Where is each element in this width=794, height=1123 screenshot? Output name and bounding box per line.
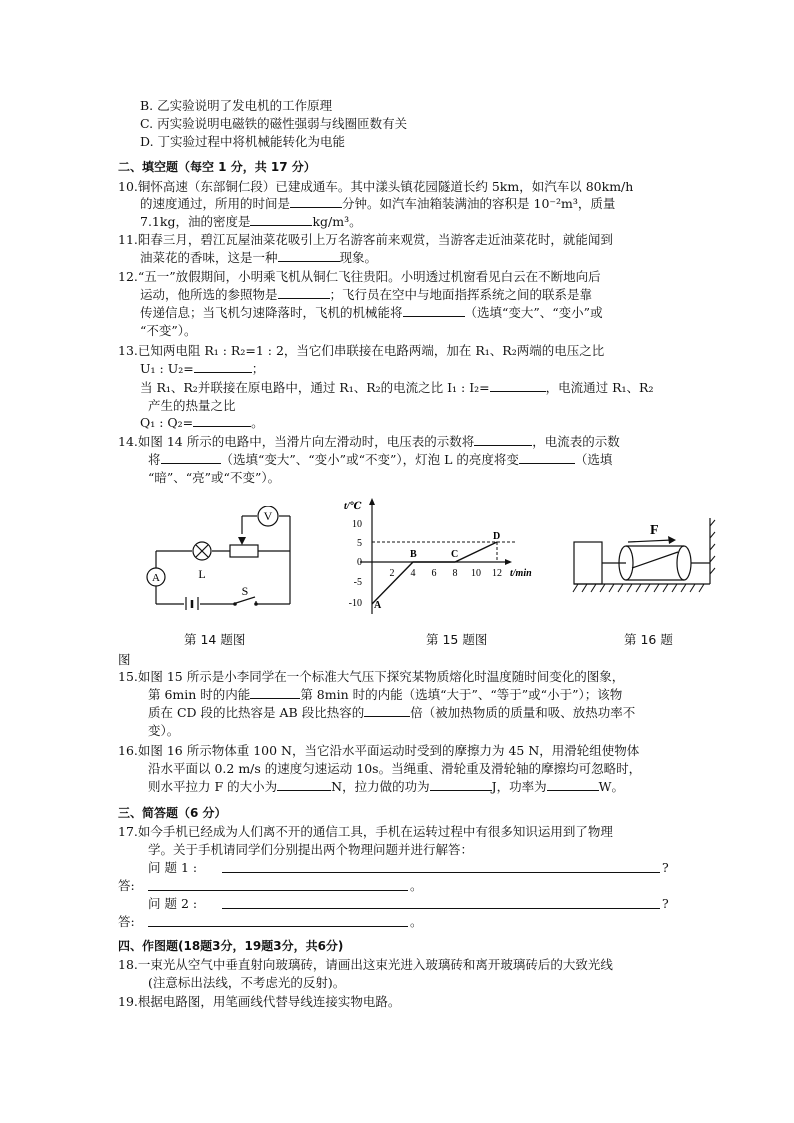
q10-line2: 的速度通过，所用的时间是 分钟。如汽车油箱装满油的容积是 10⁻²m³，质量: [140, 196, 616, 211]
q17-answer-label-1: 答:: [118, 878, 135, 893]
q12-line4: “不变”）。: [140, 323, 197, 338]
q16-blank-force[interactable]: [277, 778, 331, 791]
section-3-title: 三、简答题（6 分）: [118, 806, 227, 820]
q10-line3: 7.1kg，油的密度是 kg/m³。: [140, 214, 362, 229]
q18-line2: (注意标出法线，不考虑光的反射)。: [148, 975, 346, 990]
q17-line1: 17.如今手机已经成为人们离不开的通信工具，手机在运转过程中有很多知识运用到了物理: [118, 824, 613, 839]
q15-line3: 质在 CD 段的比热容是 AB 段比热容的 倍（被加热物质的质量和吸、放热功率不: [148, 705, 636, 720]
q15-blank-ratio[interactable]: [364, 704, 410, 717]
q13-line4: 产生的热量之比: [148, 398, 236, 413]
q16-blank-power[interactable]: [547, 778, 599, 791]
caption-16: 第 16 题: [624, 632, 673, 647]
q14-blank-brightness[interactable]: [519, 451, 575, 464]
option-d: D. 丁实验过程中将机械能转化为电能: [140, 134, 346, 149]
q12-blank-energy[interactable]: [403, 304, 465, 317]
q12-blank-reference[interactable]: [278, 286, 330, 299]
q17-answer-2-input[interactable]: [148, 926, 408, 927]
q14-line2: 将 （选填“变大”、“变小”或“不变”），灯泡 L 的亮度将变 （选填: [148, 452, 613, 467]
figure-14-circuit: [144, 506, 296, 610]
figure-15-graph: [336, 496, 536, 618]
ammeter-label: A: [152, 572, 160, 584]
x-tick-12: 12: [492, 568, 502, 579]
section-4-title: 四、作图题(18题3分，19题3分，共6分): [118, 939, 344, 953]
x-tick-10: 10: [471, 568, 481, 579]
q17-qmark-2: ?: [662, 896, 669, 911]
caption-16-wrap: 图: [118, 652, 131, 667]
x-tick-8: 8: [452, 568, 458, 579]
q17-end-2: 。: [410, 914, 423, 929]
q16-line2: 沿水平面以 0.2 m/s 的速度匀速运动 10s。当绳重、滑轮重及滑轮轴的摩擦均可忽略时，: [148, 761, 642, 776]
q11-line1: 11.阳春三月，碧江瓦屋油菜花吸引上万名游客前来观赏，当游客走近油菜花时，就能闻到: [118, 232, 613, 247]
x-tick-2: 2: [389, 568, 395, 579]
q16-blank-work[interactable]: [430, 778, 492, 791]
q14-blank-voltmeter[interactable]: [474, 433, 532, 446]
q13-line3: 当 R₁、R₂并联接在原电路中，通过 R₁、R₂的电流之比 I₁ : I₂= ，电流通过 R₁、R₂: [140, 380, 654, 395]
section-2-title: 二、填空题（每空 1 分，共 17 分）: [118, 160, 316, 174]
q13-blank-voltage[interactable]: [194, 360, 252, 373]
q17-line2: 学。关于手机请同学们分别提出两个物理问题并进行解答：: [148, 842, 474, 857]
y-tick-neg5: -5: [353, 577, 362, 588]
slider-arrow-icon: [238, 537, 246, 545]
q10-blank-time[interactable]: [290, 195, 342, 208]
q11-blank[interactable]: [278, 249, 340, 262]
q12-line3: 传递信息；当飞机匀速降落时，飞机的机械能将 （选填“变大”、“变小”或: [140, 305, 603, 320]
caption-15: 第 15 题图: [426, 632, 488, 647]
q15-line2: 第 6min 时的内能 第 8min 时的内能（选填“大于”、“等于”或“小于”）；该物: [148, 687, 623, 702]
caption-14: 第 14 题图: [184, 632, 246, 647]
q17-question-1-input[interactable]: [222, 872, 660, 873]
switch-label: S: [241, 584, 249, 598]
voltmeter-label: V: [263, 509, 273, 523]
q12-line2: 运动，他所选的参照物是 ；飞行员在空中与地面指挥系统之间的联系是靠: [140, 287, 593, 302]
q13-blank-heat[interactable]: [193, 414, 251, 427]
q17-prompt-2: 问 题 2 :: [148, 896, 198, 911]
y-tick-0: 0: [357, 557, 362, 568]
q17-answer-label-2: 答:: [118, 914, 135, 929]
q18-line1: 18.一束光从空气中垂直射向玻璃砖，请画出这束光进入玻璃砖和离开玻璃砖后的大致光线: [118, 957, 613, 972]
q15-blank-energy[interactable]: [250, 686, 300, 699]
point-c: C: [451, 549, 459, 560]
q15-line4: 变）。: [148, 723, 180, 738]
option-c: C. 丙实验说明电磁铁的磁性强弱与线圈匝数有关: [140, 116, 408, 131]
point-b: B: [410, 549, 417, 560]
q10-line1: 10.铜怀高速（东部铜仁段）已建成通车。其中漾头镇花园隧道长约 5km，如汽车以 80km/h: [118, 179, 634, 194]
q15-line1: 15.如图 15 所示是小李同学在一个标准大气压下探究某物质熔化时温度随时间变化的图象，: [118, 669, 625, 684]
point-d: D: [493, 531, 501, 542]
y-axis-label: t/℃: [344, 501, 362, 512]
x-tick-4: 4: [410, 568, 416, 579]
q13-blank-current[interactable]: [490, 379, 546, 392]
figure-16-pulley: [568, 512, 716, 604]
lamp-label: L: [198, 567, 206, 581]
q10-blank-density[interactable]: [250, 213, 312, 226]
q16-line1: 16.如图 16 所示物体重 100 N，当它沿水平面运动时受到的摩擦力为 45 N，用滑轮组使物体: [118, 743, 640, 758]
q17-qmark-1: ?: [662, 860, 669, 875]
q14-line3: “暗”、“亮”或“不变”）。: [148, 470, 281, 485]
option-b: B. 乙实验说明了发电机的工作原理: [140, 98, 333, 113]
force-label: F: [650, 523, 659, 538]
force-arrow-icon: [668, 536, 676, 544]
q17-end-1: 。: [410, 878, 423, 893]
point-a: A: [374, 600, 382, 611]
q17-question-2-input[interactable]: [222, 908, 660, 909]
y-tick-10: 10: [352, 519, 362, 530]
q12-line1: 12.“五一”放假期间，小明乘飞机从铜仁飞往贵阳。小明透过机窗看见白云在不断地向后: [118, 269, 601, 284]
q16-line3: 则水平拉力 F 的大小为 N，拉力做的功为 J，功率为 W。: [148, 779, 624, 794]
q17-answer-1-input[interactable]: [148, 890, 408, 891]
q19-line1: 19.根据电路图，用笔画线代替导线连接实物电路。: [118, 994, 401, 1009]
q13-line5: Q₁ : Q₂= 。: [140, 415, 264, 430]
q17-prompt-1: 问 题 1 :: [148, 860, 198, 875]
q11-line2: 油菜花的香味，这是一种 现象。: [140, 250, 378, 265]
q13-line1: 13.已知两电阻 R₁ : R₂=1 : 2，当它们串联接在电路两端，加在 R₁、R₂两端的电压之比: [118, 343, 605, 358]
x-axis-label: t/min: [510, 568, 532, 579]
q13-line2: U₁ : U₂= ；: [140, 361, 265, 376]
y-tick-neg10: -10: [348, 598, 362, 609]
y-tick-5: 5: [357, 538, 362, 549]
x-tick-6: 6: [431, 568, 437, 579]
q14-line1: 14.如图 14 所示的电路中，当滑片向左滑动时，电压表的示数将 ，电流表的示数: [118, 434, 620, 449]
q14-blank-ammeter[interactable]: [161, 451, 221, 464]
